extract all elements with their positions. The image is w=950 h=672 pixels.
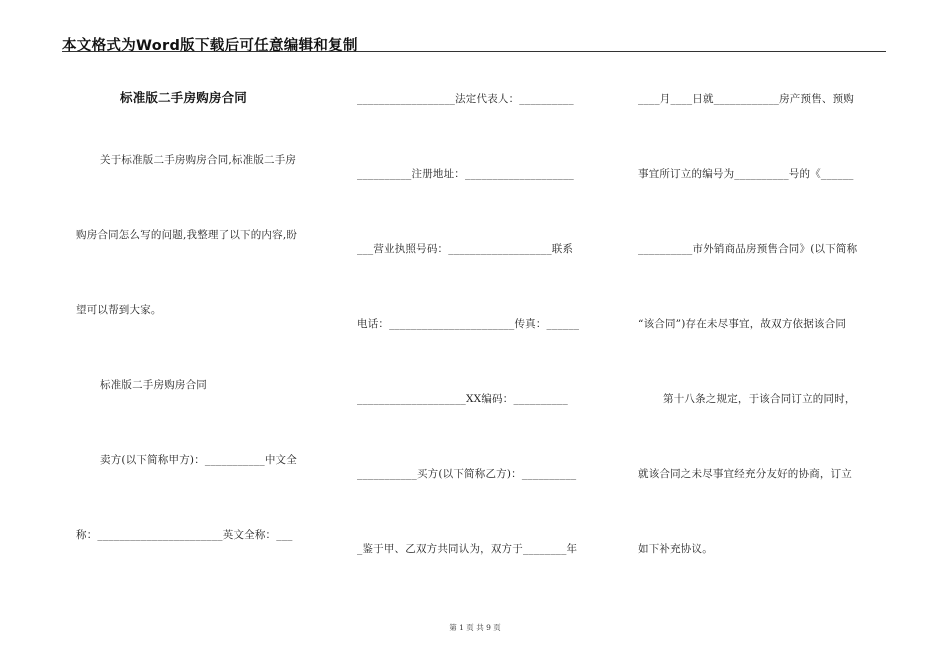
header-rule: [62, 51, 886, 52]
top-banner: 本文格式为Word版下载后可任意编辑和复制: [62, 38, 358, 54]
paragraph-line: 就该合同之未尽事宜经充分友好的协商，订立: [638, 468, 852, 480]
paragraph-line: ____月____日就____________房产预售、预购: [638, 93, 854, 105]
paragraph-line: __________________法定代表人：__________: [357, 93, 574, 105]
paragraph-line: 望可以帮到大家。: [76, 304, 162, 316]
paragraph-line: 如下补充协议。: [638, 543, 713, 555]
paragraph-line: _鉴于甲、乙双方共同认为，双方于________年: [357, 543, 578, 555]
paragraph-line: ____________________XX编码：__________: [357, 393, 568, 405]
paragraph-line: 第十八条之规定，于该合同订立的同时，: [663, 393, 856, 405]
paragraph-line: 称：_______________________英文全称：___: [76, 529, 293, 541]
paragraph-line: __________市外销商品房预售合同》(以下简称: [638, 243, 858, 255]
paragraph-line: 关于标准版二手房购房合同,标准版二手房: [100, 154, 297, 166]
paragraph-line: 卖方(以下简称甲方)：___________中文全: [100, 454, 297, 466]
page-indicator: 第 1 页 共 9 页: [449, 623, 501, 632]
paragraph-line: ___营业执照号码：___________________联系: [357, 243, 574, 255]
paragraph-line: “该合同”)存在未尽事宜，故双方依据该合同: [638, 318, 847, 330]
document-title: 标准版二手房购房合同: [120, 90, 248, 105]
paragraph-line: __________注册地址：____________________: [357, 168, 574, 180]
paragraph-line: 电话：_______________________传真：______: [357, 318, 580, 330]
paragraph-line: 事宜所订立的编号为__________号的《______: [638, 168, 854, 180]
paragraph-line: ___________买方(以下简称乙方)：__________: [357, 468, 577, 480]
contract-heading: 标准版二手房购房合同: [100, 379, 207, 391]
paragraph-line: 购房合同怎么写的问题,我整理了以下的内容,盼: [76, 229, 298, 241]
